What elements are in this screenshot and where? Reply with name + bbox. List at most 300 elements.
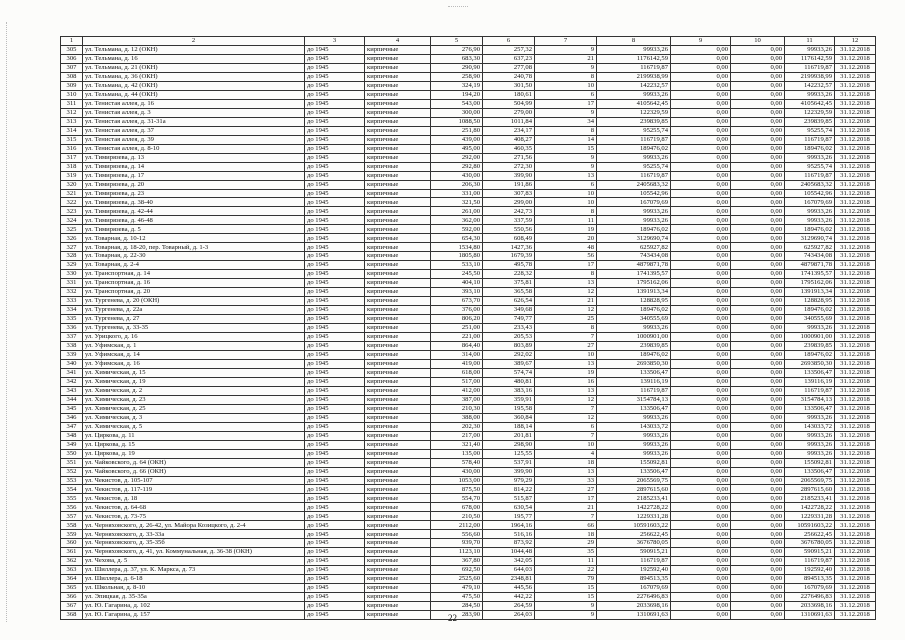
build-year-cell: до 1945 [305,315,365,324]
date-cell: 31.12.2018 [835,207,876,216]
cost-fund-cell: 0,00 [671,467,731,476]
address-cell: ул. Тельмана, д. 42 (ОКН) [83,81,305,90]
cost-fund-cell: 0,00 [671,234,731,243]
cost-remaining-cell: 128828,95 [785,297,835,306]
cost-remaining-cell: 1795162,06 [785,279,835,288]
cost-remaining-cell: 1310691,63 [785,611,835,620]
cost-remaining-cell: 1000901,00 [785,333,835,342]
build-year-cell: до 1945 [305,377,365,386]
cost-fund-cell: 0,00 [671,377,731,386]
area-total-cell: 806,20 [431,315,483,324]
build-year-cell: до 1945 [305,243,365,252]
area-total-cell: 430,00 [431,171,483,180]
cost-fund-cell: 0,00 [671,404,731,413]
address-cell: ул. Тенистая аллея, д. 16 [83,99,305,108]
date-cell: 31.12.2018 [835,162,876,171]
residents-count-cell: 12 [535,306,597,315]
date-cell: 31.12.2018 [835,234,876,243]
area-living-cell: 292,02 [483,350,535,359]
residents-count-cell: 9 [535,46,597,55]
area-living-cell: 1011,84 [483,117,535,126]
table-row [61,288,876,297]
build-year-cell: до 1945 [305,602,365,611]
wall-material-cell: кирпичные [365,593,431,602]
address-cell: ул. Химическая, д. 5 [83,422,305,431]
cost-other-cell: 0,00 [731,216,785,225]
table-row [61,485,876,494]
address-cell: ул. Транспортная, д. 20 [83,288,305,297]
wall-material-cell: кирпичные [365,548,431,557]
date-cell: 31.12.2018 [835,63,876,72]
address-cell: ул. Транспортная, д. 14 [83,270,305,279]
row-number-cell: 334 [61,306,83,315]
cost-total-cell: 116719,87 [597,63,671,72]
residents-count-cell: 10 [535,350,597,359]
date-cell: 31.12.2018 [835,144,876,153]
cost-total-cell: 625927,82 [597,243,671,252]
cost-remaining-cell: 99933,26 [785,90,835,99]
build-year-cell: до 1945 [305,144,365,153]
area-living-cell: 495,78 [483,261,535,270]
cost-remaining-cell: 189476,02 [785,306,835,315]
table-row [61,171,876,180]
cost-remaining-cell: 3129690,74 [785,234,835,243]
table-row [61,81,876,90]
table-row [61,108,876,117]
cost-total-cell: 139116,19 [597,377,671,386]
table-row [61,126,876,135]
cost-fund-cell: 0,00 [671,530,731,539]
build-year-cell: до 1945 [305,198,365,207]
cost-remaining-cell: 2199938,99 [785,72,835,81]
cost-total-cell: 1229331,28 [597,512,671,521]
wall-material-cell: кирпичные [365,611,431,620]
area-living-cell: 264,59 [483,602,535,611]
cost-remaining-cell: 10591603,22 [785,521,835,530]
area-total-cell: 543,00 [431,99,483,108]
cost-fund-cell: 0,00 [671,261,731,270]
cost-fund-cell: 0,00 [671,144,731,153]
area-living-cell: 814,22 [483,485,535,494]
address-cell: ул. Уфимская, д. 16 [83,359,305,368]
area-living-cell: 277,08 [483,63,535,72]
area-total-cell: 2525,60 [431,575,483,584]
cost-other-cell: 0,00 [731,395,785,404]
table-row [61,377,876,386]
date-cell: 31.12.2018 [835,108,876,117]
cost-remaining-cell: 1391913,34 [785,288,835,297]
residents-count-cell: 7 [535,512,597,521]
cost-remaining-cell: 105542,96 [785,189,835,198]
cost-remaining-cell: 116719,87 [785,63,835,72]
date-cell: 31.12.2018 [835,225,876,234]
table-row [61,46,876,55]
area-total-cell: 1123,10 [431,548,483,557]
row-number-cell: 348 [61,431,83,440]
cost-total-cell: 99933,26 [597,207,671,216]
build-year-cell: до 1945 [305,413,365,422]
cost-fund-cell: 0,00 [671,270,731,279]
residents-count-cell: 13 [535,171,597,180]
cost-total-cell: 116719,87 [597,557,671,566]
area-living-cell: 360,84 [483,413,535,422]
cost-other-cell: 0,00 [731,261,785,270]
wall-material-cell: кирпичные [365,171,431,180]
build-year-cell: до 1945 [305,422,365,431]
cost-remaining-cell: 239839,85 [785,341,835,350]
area-living-cell: 979,29 [483,476,535,485]
area-total-cell: 283,90 [431,611,483,620]
cost-other-cell: 0,00 [731,341,785,350]
address-cell: ул. Эпицкая, д. 35-35а [83,593,305,602]
cost-fund-cell: 0,00 [671,350,731,359]
cost-fund-cell: 0,00 [671,117,731,126]
cost-remaining-cell: 2693850,30 [785,359,835,368]
residents-count-cell: 13 [535,279,597,288]
row-number-cell: 365 [61,584,83,593]
cost-remaining-cell: 1422728,22 [785,503,835,512]
cost-total-cell: 133506,47 [597,467,671,476]
cost-other-cell: 0,00 [731,126,785,135]
area-total-cell: 1534,80 [431,243,483,252]
cost-fund-cell: 0,00 [671,162,731,171]
cost-remaining-cell: 743434,08 [785,252,835,261]
area-living-cell: 630,54 [483,503,535,512]
address-cell: ул. Тимирязева, д. 5 [83,225,305,234]
area-living-cell: 516,16 [483,530,535,539]
wall-material-cell: кирпичные [365,297,431,306]
address-cell: ул. Тенистая аллея, д. 3 [83,108,305,117]
area-total-cell: 292,80 [431,162,483,171]
build-year-cell: до 1945 [305,63,365,72]
area-living-cell: 307,83 [483,189,535,198]
cost-total-cell: 142232,57 [597,81,671,90]
build-year-cell: до 1945 [305,270,365,279]
area-total-cell: 475,50 [431,593,483,602]
build-year-cell: до 1945 [305,593,365,602]
area-living-cell: 644,03 [483,566,535,575]
table-row [61,530,876,539]
wall-material-cell: кирпичные [365,153,431,162]
wall-material-cell: кирпичные [365,225,431,234]
table-row [61,341,876,350]
address-cell: ул. Химическая, д. 3 [83,413,305,422]
cost-fund-cell: 0,00 [671,449,731,458]
cost-remaining-cell: 143033,72 [785,422,835,431]
residents-count-cell: 12 [535,288,597,297]
cost-other-cell: 0,00 [731,225,785,234]
date-cell: 31.12.2018 [835,270,876,279]
address-cell: ул. Чекистов, д. 18 [83,494,305,503]
cost-fund-cell: 0,00 [671,54,731,63]
row-number-cell: 367 [61,602,83,611]
area-living-cell: 191,86 [483,180,535,189]
area-total-cell: 578,40 [431,458,483,467]
area-total-cell: 439,00 [431,135,483,144]
date-cell: 31.12.2018 [835,539,876,548]
wall-material-cell: кирпичные [365,530,431,539]
area-total-cell: 678,00 [431,503,483,512]
header-cell-12: 12 [835,37,876,46]
address-cell: ул. Тельмана, д. 44 (ОКН) [83,90,305,99]
residents-count-cell: 16 [535,377,597,386]
row-number-cell: 315 [61,135,83,144]
date-cell: 31.12.2018 [835,243,876,252]
residents-count-cell: 19 [535,225,597,234]
area-total-cell: 206,30 [431,180,483,189]
cost-remaining-cell: 239839,85 [785,117,835,126]
row-number-cell: 366 [61,593,83,602]
build-year-cell: до 1945 [305,216,365,225]
row-number-cell: 336 [61,324,83,333]
cost-total-cell: 99933,26 [597,413,671,422]
cost-total-cell: 2405683,32 [597,180,671,189]
residents-count-cell: 21 [535,297,597,306]
address-cell: ул. Тельмана, д. 36 (ОКН) [83,72,305,81]
cost-other-cell: 0,00 [731,297,785,306]
row-number-cell: 339 [61,350,83,359]
cost-remaining-cell: 95255,74 [785,162,835,171]
address-cell: ул. Школьная, д. 8-10 [83,584,305,593]
wall-material-cell: кирпичные [365,467,431,476]
cost-remaining-cell: 2065569,75 [785,476,835,485]
wall-material-cell: кирпичные [365,198,431,207]
date-cell: 31.12.2018 [835,350,876,359]
area-total-cell: 135,00 [431,449,483,458]
wall-material-cell: кирпичные [365,512,431,521]
cost-other-cell: 0,00 [731,431,785,440]
date-cell: 31.12.2018 [835,476,876,485]
cost-total-cell: 1422728,22 [597,503,671,512]
area-total-cell: 292,00 [431,153,483,162]
area-living-cell: 574,74 [483,368,535,377]
cost-fund-cell: 0,00 [671,503,731,512]
cost-fund-cell: 0,00 [671,108,731,117]
cost-fund-cell: 0,00 [671,440,731,449]
residents-count-cell: 17 [535,99,597,108]
area-total-cell: 261,00 [431,207,483,216]
area-total-cell: 1088,50 [431,117,483,126]
cost-fund-cell: 0,00 [671,243,731,252]
area-living-cell: 272,30 [483,162,535,171]
date-cell: 31.12.2018 [835,467,876,476]
area-total-cell: 276,90 [431,46,483,55]
date-cell: 31.12.2018 [835,333,876,342]
cost-fund-cell: 0,00 [671,306,731,315]
wall-material-cell: кирпичные [365,449,431,458]
build-year-cell: до 1945 [305,530,365,539]
address-cell: ул. Тельмана, д. 12 (ОКН) [83,46,305,55]
cost-remaining-cell: 2033698,16 [785,602,835,611]
cost-other-cell: 0,00 [731,368,785,377]
table-row [61,216,876,225]
build-year-cell: до 1945 [305,99,365,108]
cost-remaining-cell: 99933,26 [785,449,835,458]
residents-count-cell: 27 [535,485,597,494]
wall-material-cell: кирпичные [365,279,431,288]
residents-count-cell: 18 [535,530,597,539]
cost-other-cell: 0,00 [731,189,785,198]
residents-count-cell: 27 [535,341,597,350]
cost-other-cell: 0,00 [731,485,785,494]
residents-count-cell: 9 [535,602,597,611]
address-cell: ул. Тельмана, д. 16 [83,54,305,63]
area-living-cell: 257,32 [483,46,535,55]
build-year-cell: до 1945 [305,90,365,99]
area-total-cell: 393,10 [431,288,483,297]
wall-material-cell: кирпичные [365,584,431,593]
date-cell: 31.12.2018 [835,440,876,449]
area-total-cell: 419,00 [431,359,483,368]
table-row [61,252,876,261]
area-living-cell: 228,32 [483,270,535,279]
table-row [61,404,876,413]
cost-other-cell: 0,00 [731,135,785,144]
build-year-cell: до 1945 [305,494,365,503]
date-cell: 31.12.2018 [835,46,876,55]
area-total-cell: 556,60 [431,530,483,539]
cost-remaining-cell: 590915,21 [785,548,835,557]
cost-remaining-cell: 4879871,78 [785,261,835,270]
residents-count-cell: 17 [535,261,597,270]
cost-total-cell: 2897615,60 [597,485,671,494]
residents-count-cell: 12 [535,395,597,404]
wall-material-cell: кирпичные [365,207,431,216]
address-cell: ул. Черняховского, д. 35-35б [83,539,305,548]
wall-material-cell: кирпичные [365,99,431,108]
row-number-cell: 322 [61,198,83,207]
row-number-cell: 321 [61,189,83,198]
date-cell: 31.12.2018 [835,494,876,503]
build-year-cell: до 1945 [305,557,365,566]
cost-other-cell: 0,00 [731,377,785,386]
cost-remaining-cell: 1229331,28 [785,512,835,521]
cost-total-cell: 2033698,16 [597,602,671,611]
cost-fund-cell: 0,00 [671,602,731,611]
cost-fund-cell: 0,00 [671,216,731,225]
date-cell: 31.12.2018 [835,548,876,557]
table-row [61,368,876,377]
area-living-cell: 389,67 [483,359,535,368]
area-total-cell: 245,50 [431,270,483,279]
row-number-cell: 353 [61,476,83,485]
cost-other-cell: 0,00 [731,503,785,512]
cost-total-cell: 1176142,59 [597,54,671,63]
wall-material-cell: кирпичные [365,485,431,494]
cost-total-cell: 143033,72 [597,422,671,431]
area-living-cell: 264,03 [483,611,535,620]
cost-total-cell: 3129690,74 [597,234,671,243]
area-living-cell: 359,91 [483,395,535,404]
area-total-cell: 258,90 [431,72,483,81]
build-year-cell: до 1945 [305,162,365,171]
table-row [61,476,876,485]
wall-material-cell: кирпичные [365,566,431,575]
area-living-cell: 1427,36 [483,243,535,252]
cost-fund-cell: 0,00 [671,63,731,72]
address-cell: ул. Тимирязева, д. 38-40 [83,198,305,207]
cost-total-cell: 189476,02 [597,306,671,315]
date-cell: 31.12.2018 [835,81,876,90]
cost-fund-cell: 0,00 [671,431,731,440]
date-cell: 31.12.2018 [835,216,876,225]
date-cell: 31.12.2018 [835,512,876,521]
address-cell: ул. Тенистая аллея, д. 37 [83,126,305,135]
area-living-cell: 298,90 [483,440,535,449]
cost-total-cell: 894513,35 [597,575,671,584]
cost-other-cell: 0,00 [731,584,785,593]
table-row [61,593,876,602]
address-cell: ул. Чайковского, д. 66 (ОКН) [83,467,305,476]
cost-fund-cell: 0,00 [671,99,731,108]
address-cell: ул. Химическая, д. 2 [83,386,305,395]
residents-count-cell: 10 [535,81,597,90]
table-row [61,548,876,557]
wall-material-cell: кирпичные [365,377,431,386]
table-row [61,162,876,171]
cost-other-cell: 0,00 [731,171,785,180]
table-row [61,279,876,288]
area-total-cell: 221,00 [431,333,483,342]
area-living-cell: 408,27 [483,135,535,144]
address-cell: ул. Тимирязева, д. 13 [83,153,305,162]
cost-other-cell: 0,00 [731,413,785,422]
cost-remaining-cell: 99933,26 [785,207,835,216]
housing-table-wrapper [60,36,875,620]
row-number-cell: 313 [61,117,83,126]
cost-fund-cell: 0,00 [671,512,731,521]
date-cell: 31.12.2018 [835,530,876,539]
area-total-cell: 284,50 [431,602,483,611]
date-cell: 31.12.2018 [835,584,876,593]
build-year-cell: до 1945 [305,368,365,377]
cost-other-cell: 0,00 [731,288,785,297]
address-cell: ул. Товарная, д. 2-4 [83,261,305,270]
wall-material-cell: кирпичные [365,180,431,189]
table-row [61,494,876,503]
table-row [61,180,876,189]
wall-material-cell: кирпичные [365,324,431,333]
residents-count-cell: 4 [535,449,597,458]
cost-total-cell: 239839,85 [597,117,671,126]
cost-fund-cell: 0,00 [671,494,731,503]
wall-material-cell: кирпичные [365,575,431,584]
row-number-cell: 330 [61,270,83,279]
cost-other-cell: 0,00 [731,575,785,584]
address-cell: ул. Чекистов, д. 64-68 [83,503,305,512]
cost-fund-cell: 0,00 [671,153,731,162]
cost-other-cell: 0,00 [731,476,785,485]
wall-material-cell: кирпичные [365,126,431,135]
wall-material-cell: кирпичные [365,135,431,144]
area-total-cell: 2112,00 [431,521,483,530]
table-row [61,575,876,584]
date-cell: 31.12.2018 [835,90,876,99]
cost-other-cell: 0,00 [731,422,785,431]
cost-remaining-cell: 116719,87 [785,557,835,566]
wall-material-cell: кирпичные [365,386,431,395]
build-year-cell: до 1945 [305,350,365,359]
wall-material-cell: кирпичные [365,108,431,117]
cost-fund-cell: 0,00 [671,189,731,198]
cost-remaining-cell: 116719,87 [785,386,835,395]
header-cell-4: 4 [365,37,431,46]
cost-other-cell: 0,00 [731,180,785,189]
table-row [61,297,876,306]
table-row [61,261,876,270]
cost-total-cell: 99933,26 [597,216,671,225]
residents-count-cell: 15 [535,593,597,602]
